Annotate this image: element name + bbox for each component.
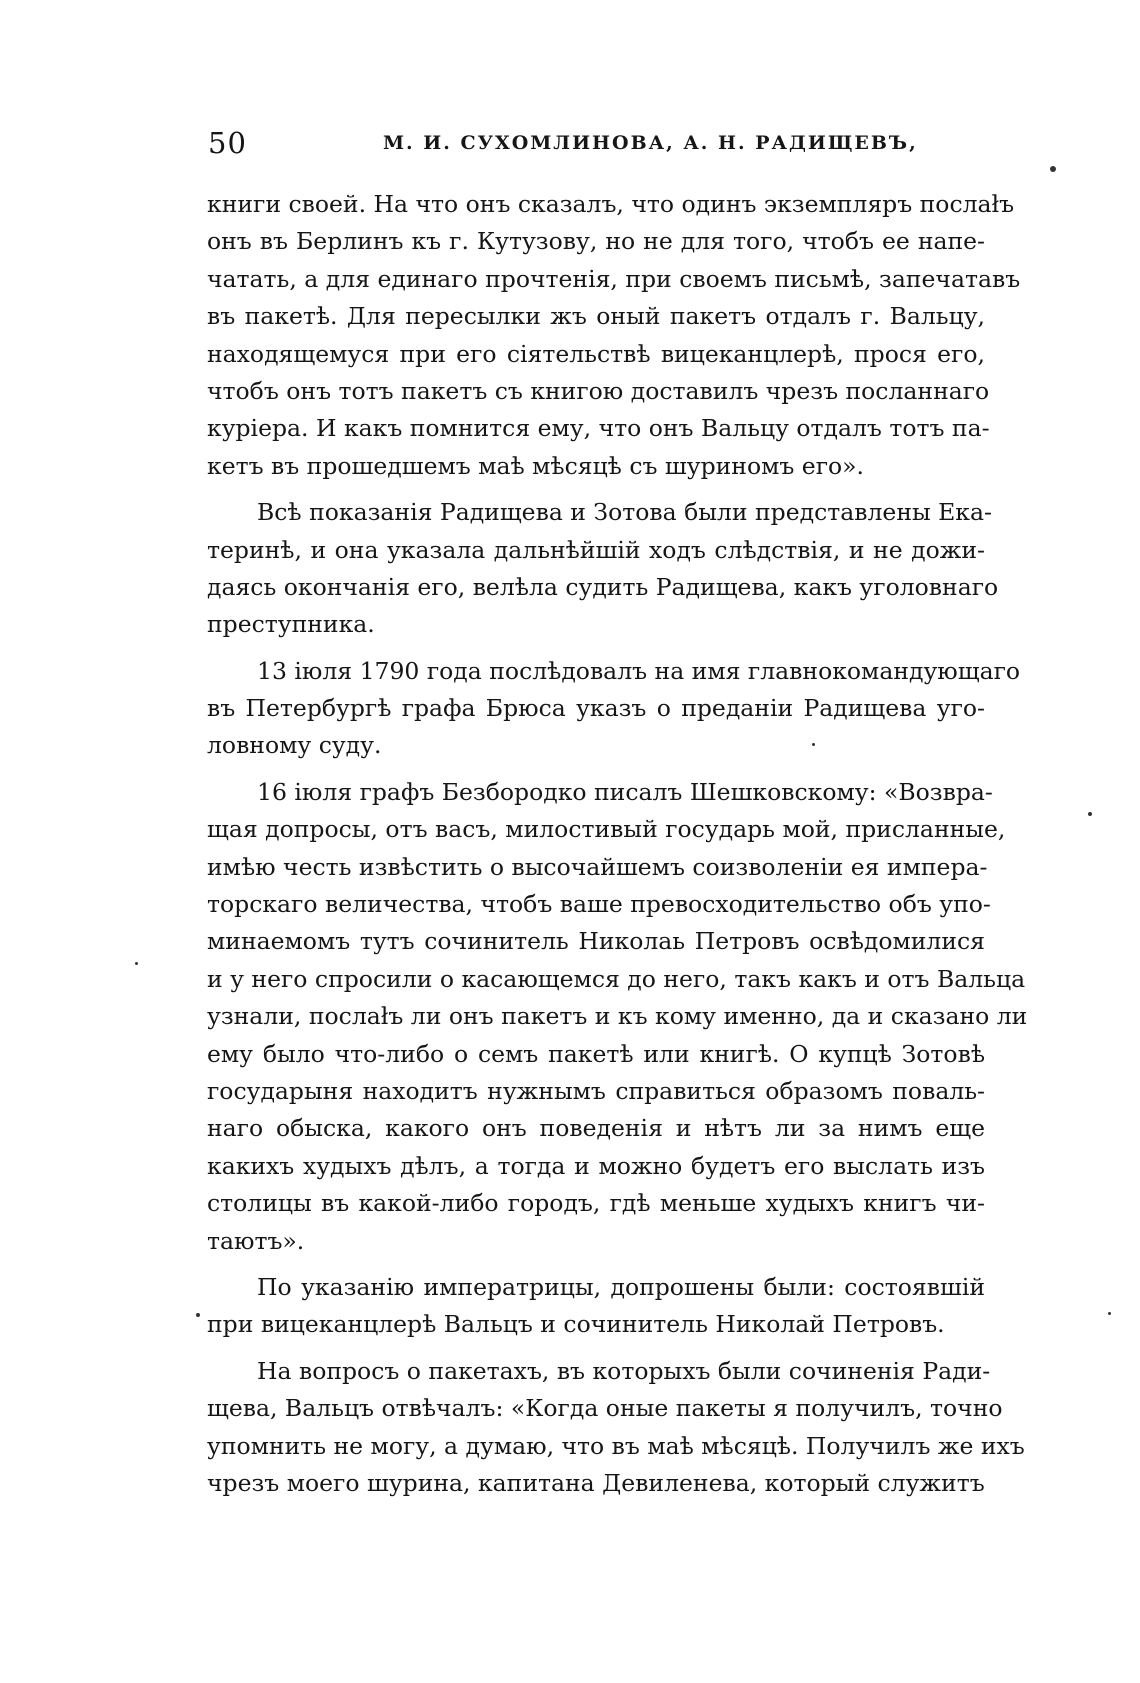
body-text — [207, 186, 1028, 1511]
text-line: столицы въ какой-либо городъ, гдѣ меньше худыхъ книгъ чи- — [207, 1189, 985, 1218]
text-line: государыня находитъ нужнымъ справиться образомъ поваль- — [207, 1076, 985, 1105]
text-line: наго обыска, какого онъ поведенія и нѣтъ ли за нимъ еще — [207, 1114, 985, 1143]
scan-speck — [135, 962, 138, 965]
page-number: 50 — [208, 126, 247, 160]
text-line: преступника. — [207, 610, 375, 639]
paragraph — [207, 774, 1028, 1260]
text-line: имѣю честь извѣстить о высочайшемъ соизволеніи ея импера- — [207, 852, 988, 881]
text-line: узнали, послаłъ ли онъ пакетъ и къ кому именно, да и сказано ли — [207, 1002, 1028, 1031]
text-line: книги своей. На что онъ сказалъ, что одинъ экземпляръ послаłъ — [207, 190, 1015, 218]
text-line: онъ въ Берлинъ къ г. Кутузову, но не для того, чтобъ ее напе- — [207, 227, 985, 256]
text-line: На вопросъ о пакетахъ, въ которыхъ были сочиненія Ради- — [257, 1356, 991, 1385]
text-line: торскаго величества, чтобъ ваше превосходительство объ упо- — [207, 890, 991, 919]
text-line: чрезъ моего шурина, капитана Девиленева, который служитъ — [207, 1468, 985, 1497]
paragraph — [207, 494, 999, 644]
text-line: ловному суду. — [207, 731, 382, 760]
paragraph — [207, 186, 1021, 485]
text-line: даясь окончанія его, велѣла судить Радищева, какъ уголовнаго — [207, 572, 999, 601]
paragraph — [207, 653, 1021, 765]
text-line: Всѣ показанія Радищева и Зотова были представлены Ека- — [257, 498, 992, 527]
text-line: минаемомъ тутъ сочинитель Николаь Петровъ освѣдомилися — [207, 927, 985, 956]
scan-speck — [196, 1313, 200, 1317]
text-line: упомнить не могу, а думаю, что въ маѣ мѣсяцѣ. Получилъ же ихъ — [207, 1431, 1025, 1460]
paragraph — [207, 1353, 1025, 1503]
text-line: и у него спросили о касающемся до него, такъ какъ и отъ Вальца — [207, 964, 1026, 993]
text-line: чатать, а для единаго прочтенія, при своемъ письмѣ, запечатавъ — [207, 264, 1021, 293]
text-line: кетъ въ прошедшемъ маѣ мѣсяцѣ съ шуриномъ его». — [207, 451, 865, 480]
text-line: щая допросы, отъ васъ, милостивый государь мой, присланные, — [207, 815, 1006, 844]
text-line: какихъ худыхъ дѣлъ, а тогда и можно будетъ его выслать изъ — [207, 1151, 985, 1180]
paragraph — [207, 1269, 985, 1344]
text-line: находящемуся при его сіятельствѣ вицеканцлерѣ, прося его, — [207, 339, 985, 368]
text-line: теринѣ, и она указала дальнѣйшій ходъ слѣдствія, и не дожи- — [207, 535, 985, 564]
scan-speck — [1050, 166, 1056, 172]
text-line: въ пакетѣ. Для пересылки жъ оный пакетъ отдалъ г. Вальцу, — [207, 302, 985, 331]
page-header — [208, 126, 968, 166]
scan-speck — [1088, 812, 1092, 816]
text-line: По указанію императрицы, допрошены были: состоявшій — [257, 1272, 985, 1301]
text-line: таютъ». — [207, 1226, 305, 1255]
text-line: 13 іюля 1790 года послѣдовалъ на имя главнокомандующаго — [257, 656, 1021, 685]
text-line: ему было что-либо о семъ пакетѣ или книгѣ. О купцѣ Зотовѣ — [207, 1039, 985, 1068]
text-line: щева, Вальцъ отвѣчалъ: «Когда оные пакеты я получилъ, точно — [207, 1394, 1003, 1423]
running-title: М. И. СУХОМЛИНОВА, А. Н. РАДИЩЕВЪ, — [383, 132, 918, 154]
scan-speck — [812, 743, 815, 746]
text-line: 16 іюля графъ Безбородко писалъ Шешковскому: «Возвра- — [257, 777, 993, 806]
scan-speck — [1108, 1312, 1111, 1315]
text-line: куріера. И какъ помнится ему, что онъ Вальцу отдалъ тотъ па- — [207, 414, 990, 443]
text-line: въ Петербургѣ графа Брюса указъ о преданіи Радищева уго- — [207, 694, 985, 723]
text-line: при вицеканцлерѣ Вальцъ и сочинитель Николай Петровъ. — [207, 1310, 945, 1339]
text-line: чтобъ онъ тотъ пакетъ съ книгою доставилъ чрезъ посланнаго — [207, 376, 990, 405]
